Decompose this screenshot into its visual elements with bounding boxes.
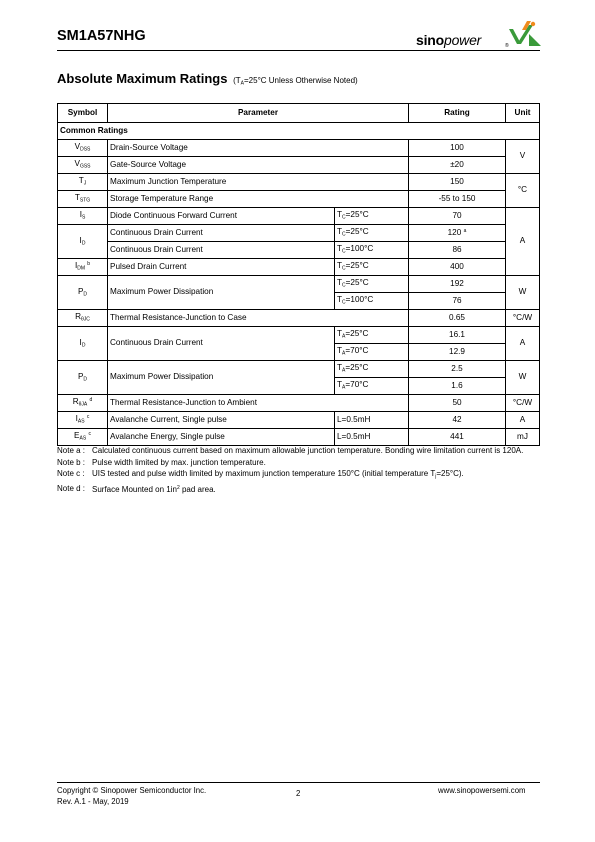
page-number: 2 <box>296 789 301 798</box>
parameter-cell: Diode Continuous Forward Current <box>108 208 335 225</box>
footer-copyright: Copyright © Sinopower Semiconductor Inc. <box>57 786 207 795</box>
symbol-cell: $I_D$ <box>58 225 108 259</box>
unit-cell: A <box>506 412 540 429</box>
condition-cell: $T_C=100^\circ C$ <box>335 293 409 310</box>
rating-cell: 400 <box>409 259 506 276</box>
note-text: UIS tested and pulse width limited by maximum junction temperature 150°C (initial temperature $T_j=25^\circ C$). <box>92 469 464 480</box>
table-row <box>58 361 540 378</box>
condition-cell: $T_C=100^\circ C$ <box>335 242 409 259</box>
table-row <box>58 310 540 327</box>
note-d <box>57 483 537 496</box>
parameter-cell: Drain-Source Voltage <box>108 140 409 157</box>
unit-cell: mJ <box>506 429 540 446</box>
condition-cell: L=0.5mH <box>335 412 409 429</box>
notes-section <box>57 445 537 496</box>
note-text: Surface Mounted on $1in^2$ pad area. <box>92 485 216 494</box>
parameter-cell: Avalanche Current, Single pulse <box>108 412 335 429</box>
parameter-cell: Maximum Power Dissipation <box>108 361 335 395</box>
unit-cell: V <box>506 140 540 174</box>
rating-cell: 1.6 <box>409 378 506 395</box>
header-parameter: Parameter <box>108 104 409 123</box>
table-row <box>58 276 540 293</box>
rating-cell: 76 <box>409 293 506 310</box>
unit-cell: °C <box>506 174 540 208</box>
symbol-cell: $R_{\theta JC}$ <box>58 310 108 327</box>
unit-cell: W <box>506 276 540 310</box>
symbol-cell: $E_{AS}$ $^c$ <box>58 429 108 446</box>
table-row <box>58 327 540 344</box>
parameter-cell: Gate-Source Voltage <box>108 157 409 174</box>
section-condition: ($T_A=25^\circ C$ Unless Otherwise Noted) <box>233 76 358 87</box>
header-unit: Unit <box>506 104 540 123</box>
sinopower-logo <box>416 18 542 50</box>
symbol-cell: $R_{\theta JA}$ $^d$ <box>58 395 108 412</box>
part-number: SM1A57NHG <box>57 28 146 44</box>
parameter-cell: Thermal Resistance-Junction to Case <box>108 310 409 327</box>
note-a <box>57 445 537 457</box>
table-row <box>58 174 540 191</box>
unit-cell: A <box>506 208 540 276</box>
header-rule <box>57 50 540 51</box>
unit-cell: °C/W <box>506 310 540 327</box>
parameter-cell: Pulsed Drain Current <box>108 259 335 276</box>
table-row <box>58 429 540 446</box>
table-row <box>58 225 540 242</box>
table-row <box>58 412 540 429</box>
symbol-cell: $T_{STG}$ <box>58 191 108 208</box>
condition-cell: L=0.5mH <box>335 429 409 446</box>
section-title: Absolute Maximum Ratings ($T_A=25^\circ C$ Unless Otherwise Noted) <box>57 71 358 87</box>
parameter-cell: Maximum Power Dissipation <box>108 276 335 310</box>
symbol-cell: $I_{AS}$ $^c$ <box>58 412 108 429</box>
symbol-cell: $I_D$ <box>58 327 108 361</box>
table-row <box>58 395 540 412</box>
group-common-ratings: Common Ratings <box>58 123 540 140</box>
note-text: Pulse width limited by max. junction temperature. <box>92 457 266 467</box>
header-rating: Rating <box>409 104 506 123</box>
rating-cell: 0.65 <box>409 310 506 327</box>
table-row <box>58 191 540 208</box>
rating-cell: 12.9 <box>409 344 506 361</box>
symbol-cell: $T_J$ <box>58 174 108 191</box>
table-header-row <box>58 104 540 123</box>
rating-cell: 86 <box>409 242 506 259</box>
parameter-cell: Storage Temperature Range <box>108 191 409 208</box>
rating-cell: 100 <box>409 140 506 157</box>
condition-cell: $T_A=70^\circ C$ <box>335 378 409 395</box>
rating-cell: -55 to 150 <box>409 191 506 208</box>
parameter-cell: Continuous Drain Current <box>108 327 335 361</box>
condition-cell: $T_A=25^\circ C$ <box>335 327 409 344</box>
registered-mark: ® <box>505 43 509 49</box>
note-label: Note c : <box>57 469 85 478</box>
note-b <box>57 457 537 469</box>
unit-cell: °C/W <box>506 395 540 412</box>
rating-cell: 2.5 <box>409 361 506 378</box>
condition-cell: $T_C=25^\circ C$ <box>335 225 409 242</box>
parameter-cell: Continuous Drain Current <box>108 242 335 259</box>
condition-cell: $T_A=70^\circ C$ <box>335 344 409 361</box>
note-label: Note b : <box>57 457 86 467</box>
symbol-cell: $I_S$ <box>58 208 108 225</box>
rating-cell: 120 $^a$ <box>409 225 506 242</box>
table-row <box>58 259 540 276</box>
rating-cell: ±20 <box>409 157 506 174</box>
note-text: Calculated continuous current based on maximum allowable junction temperature. Bonding wire limitation current is 120A. <box>92 446 524 455</box>
symbol-cell: $I_{DM}$ $^b$ <box>58 259 108 276</box>
unit-cell: A <box>506 327 540 361</box>
rating-cell: 50 <box>409 395 506 412</box>
unit-cell: W <box>506 361 540 395</box>
rating-cell: 192 <box>409 276 506 293</box>
rating-cell: 70 <box>409 208 506 225</box>
condition-cell: $T_C=25^\circ C$ <box>335 208 409 225</box>
footer-revision: Rev. A.1 - May, 2019 <box>57 797 129 806</box>
table-row <box>58 242 540 259</box>
table-row <box>58 157 540 174</box>
parameter-cell: Thermal Resistance-Junction to Ambient <box>108 395 409 412</box>
footer-rule <box>57 782 540 783</box>
table-row <box>58 140 540 157</box>
condition-cell: $T_A=25^\circ C$ <box>335 361 409 378</box>
header-symbol: Symbol <box>58 104 108 123</box>
symbol-cell: $P_D$ <box>58 276 108 310</box>
parameter-cell: Avalanche Energy, Single pulse <box>108 429 335 446</box>
absolute-max-ratings-table <box>57 103 540 446</box>
rating-cell: 441 <box>409 429 506 446</box>
table-group-row <box>58 123 540 140</box>
parameter-cell: Maximum Junction Temperature <box>108 174 409 191</box>
note-label: Note d : <box>57 484 86 493</box>
table-row <box>58 208 540 225</box>
logo-wordmark: sinopower <box>416 32 482 48</box>
logo-check-icon <box>507 18 543 48</box>
rating-cell: 16.1 <box>409 327 506 344</box>
parameter-cell: Continuous Drain Current <box>108 225 335 242</box>
condition-cell: $T_C=25^\circ C$ <box>335 276 409 293</box>
rating-cell: 42 <box>409 412 506 429</box>
footer-website[interactable]: www.sinopowersemi.com <box>438 786 526 795</box>
symbol-cell: $V_{GSS}$ <box>58 157 108 174</box>
symbol-cell: $P_D$ <box>58 361 108 395</box>
note-label: Note a : <box>57 446 86 455</box>
rating-cell: 150 <box>409 174 506 191</box>
symbol-cell: $V_{DSS}$ <box>58 140 108 157</box>
note-c <box>57 468 537 483</box>
condition-cell: $T_C=25^\circ C$ <box>335 259 409 276</box>
